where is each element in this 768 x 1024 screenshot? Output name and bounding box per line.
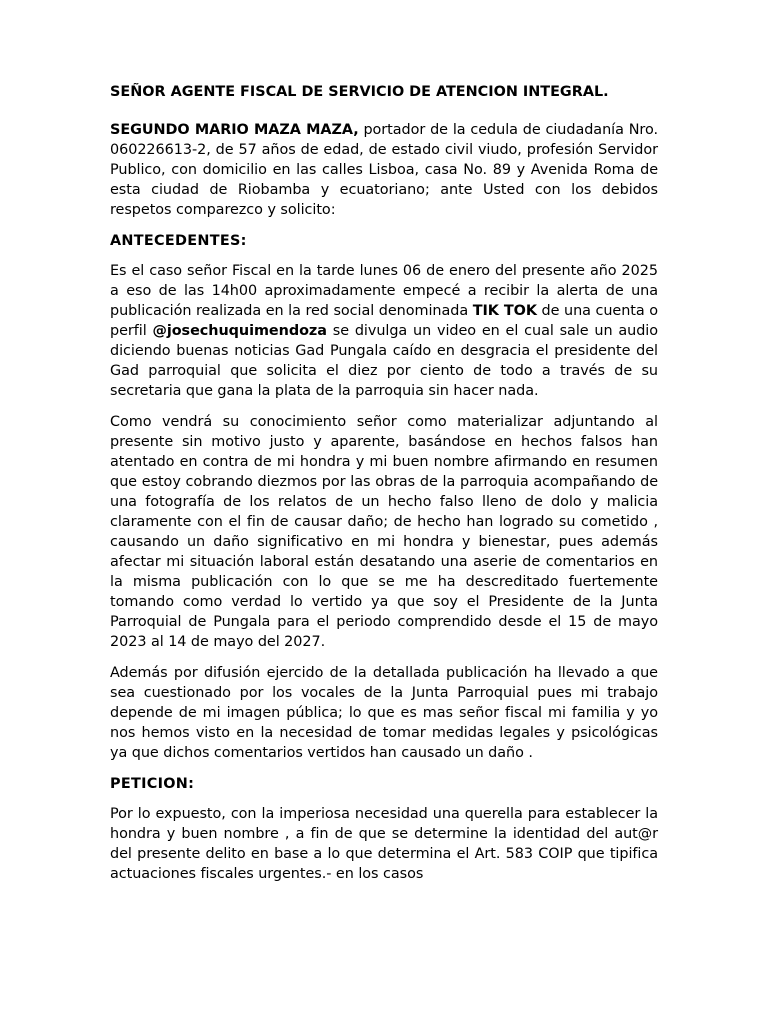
intro-paragraph xyxy=(110,120,658,220)
document-body xyxy=(110,82,658,895)
intro-text: portador de la cedula de ciudadanía Nro. 060226613-2, de 57 años de edad, de estado civil viudo, profesión Servidor Publico, con domicilio en las calles Lisboa, casa No. 89 y Avenida Roma de esta ciudad de Riobamba y ecuatoriano; ante Usted con los debidos respetos comparezco y solicito: xyxy=(110,122,658,218)
profile-handle: @josechuquimendoza xyxy=(152,323,327,339)
antecedentes-heading: ANTECEDENTES: xyxy=(110,233,247,249)
peticion-heading: PETICION: xyxy=(110,776,195,792)
antecedentes-p1-text-d: se divulga un video en el cual sale un audio diciendo buenas noticias Gad Pungala caído en desgracia el presidente del Gad parroquial que solicita el diez por ciento de todo a través de su secretaria que gana la plata de la parroquia sin hacer nada. xyxy=(110,323,658,399)
petitioner-name: SEGUNDO MARIO MAZA MAZA, xyxy=(110,122,359,138)
antecedentes-paragraph-2: Como vendrá su conocimiento señor como materializar adjuntando al presente sin motivo justo y aparente, basándose en hechos falsos han atentado en contra de mi hondra y mi buen nombre afirmando en resumen que estoy cobrando diezmos por las obras de la parroquia acompañando de una fotografía de los relatos de un hecho falso lleno de dolo y malicia claramente con el fin de causar daño; de hecho han logrado su cometido , causando un daño significativo en mi hondra y bienestar, pues además afectar mi situación laboral están desatando una aserie de comentarios en la misma publicación con lo que se me ha descreditado fuertemente tomando como verdad lo vertido ya que soy el Presidente de la Junta Parroquial de Pungala para el periodo comprendido desde el 15 de mayo 2023 al 14 de mayo del 2027. xyxy=(110,414,658,650)
antecedentes-paragraph-3: Además por difusión ejercido de la detallada publicación ha llevado a que sea cuestionado por los vocales de la Junta Parroquial pues mi trabajo depende de mi imagen pública; lo que es mas señor fiscal mi familia y yo nos hemos visto en la necesidad de tomar medidas legales y psicológicas ya que dichos comentarios vertidos han causado un daño . xyxy=(110,665,658,761)
antecedentes-p1-text-c: de una cuenta o perfil xyxy=(110,303,658,339)
antecedentes-paragraph-1 xyxy=(110,261,658,401)
document-title: SEÑOR AGENTE FISCAL DE SERVICIO DE ATENCION INTEGRAL. xyxy=(110,84,609,100)
social-network-name: TIK TOK xyxy=(472,303,537,319)
antecedentes-p1-text-a: Es el caso señor Fiscal en la tarde lunes 06 de enero del presente año 2025 a eso de las 14h00 aproximadamente empecé a recibir la alerta de una publicación realizada en la red social denominada xyxy=(110,263,658,319)
peticion-paragraph-1: Por lo expuesto, con la imperiosa necesidad una querella para establecer la hondra y buen nombre , a fin de que se determine la identidad del aut@r del presente delito en base a lo que determina el Art. 583 COIP que tipifica actuaciones fiscales urgentes.- en los casos xyxy=(110,806,658,882)
